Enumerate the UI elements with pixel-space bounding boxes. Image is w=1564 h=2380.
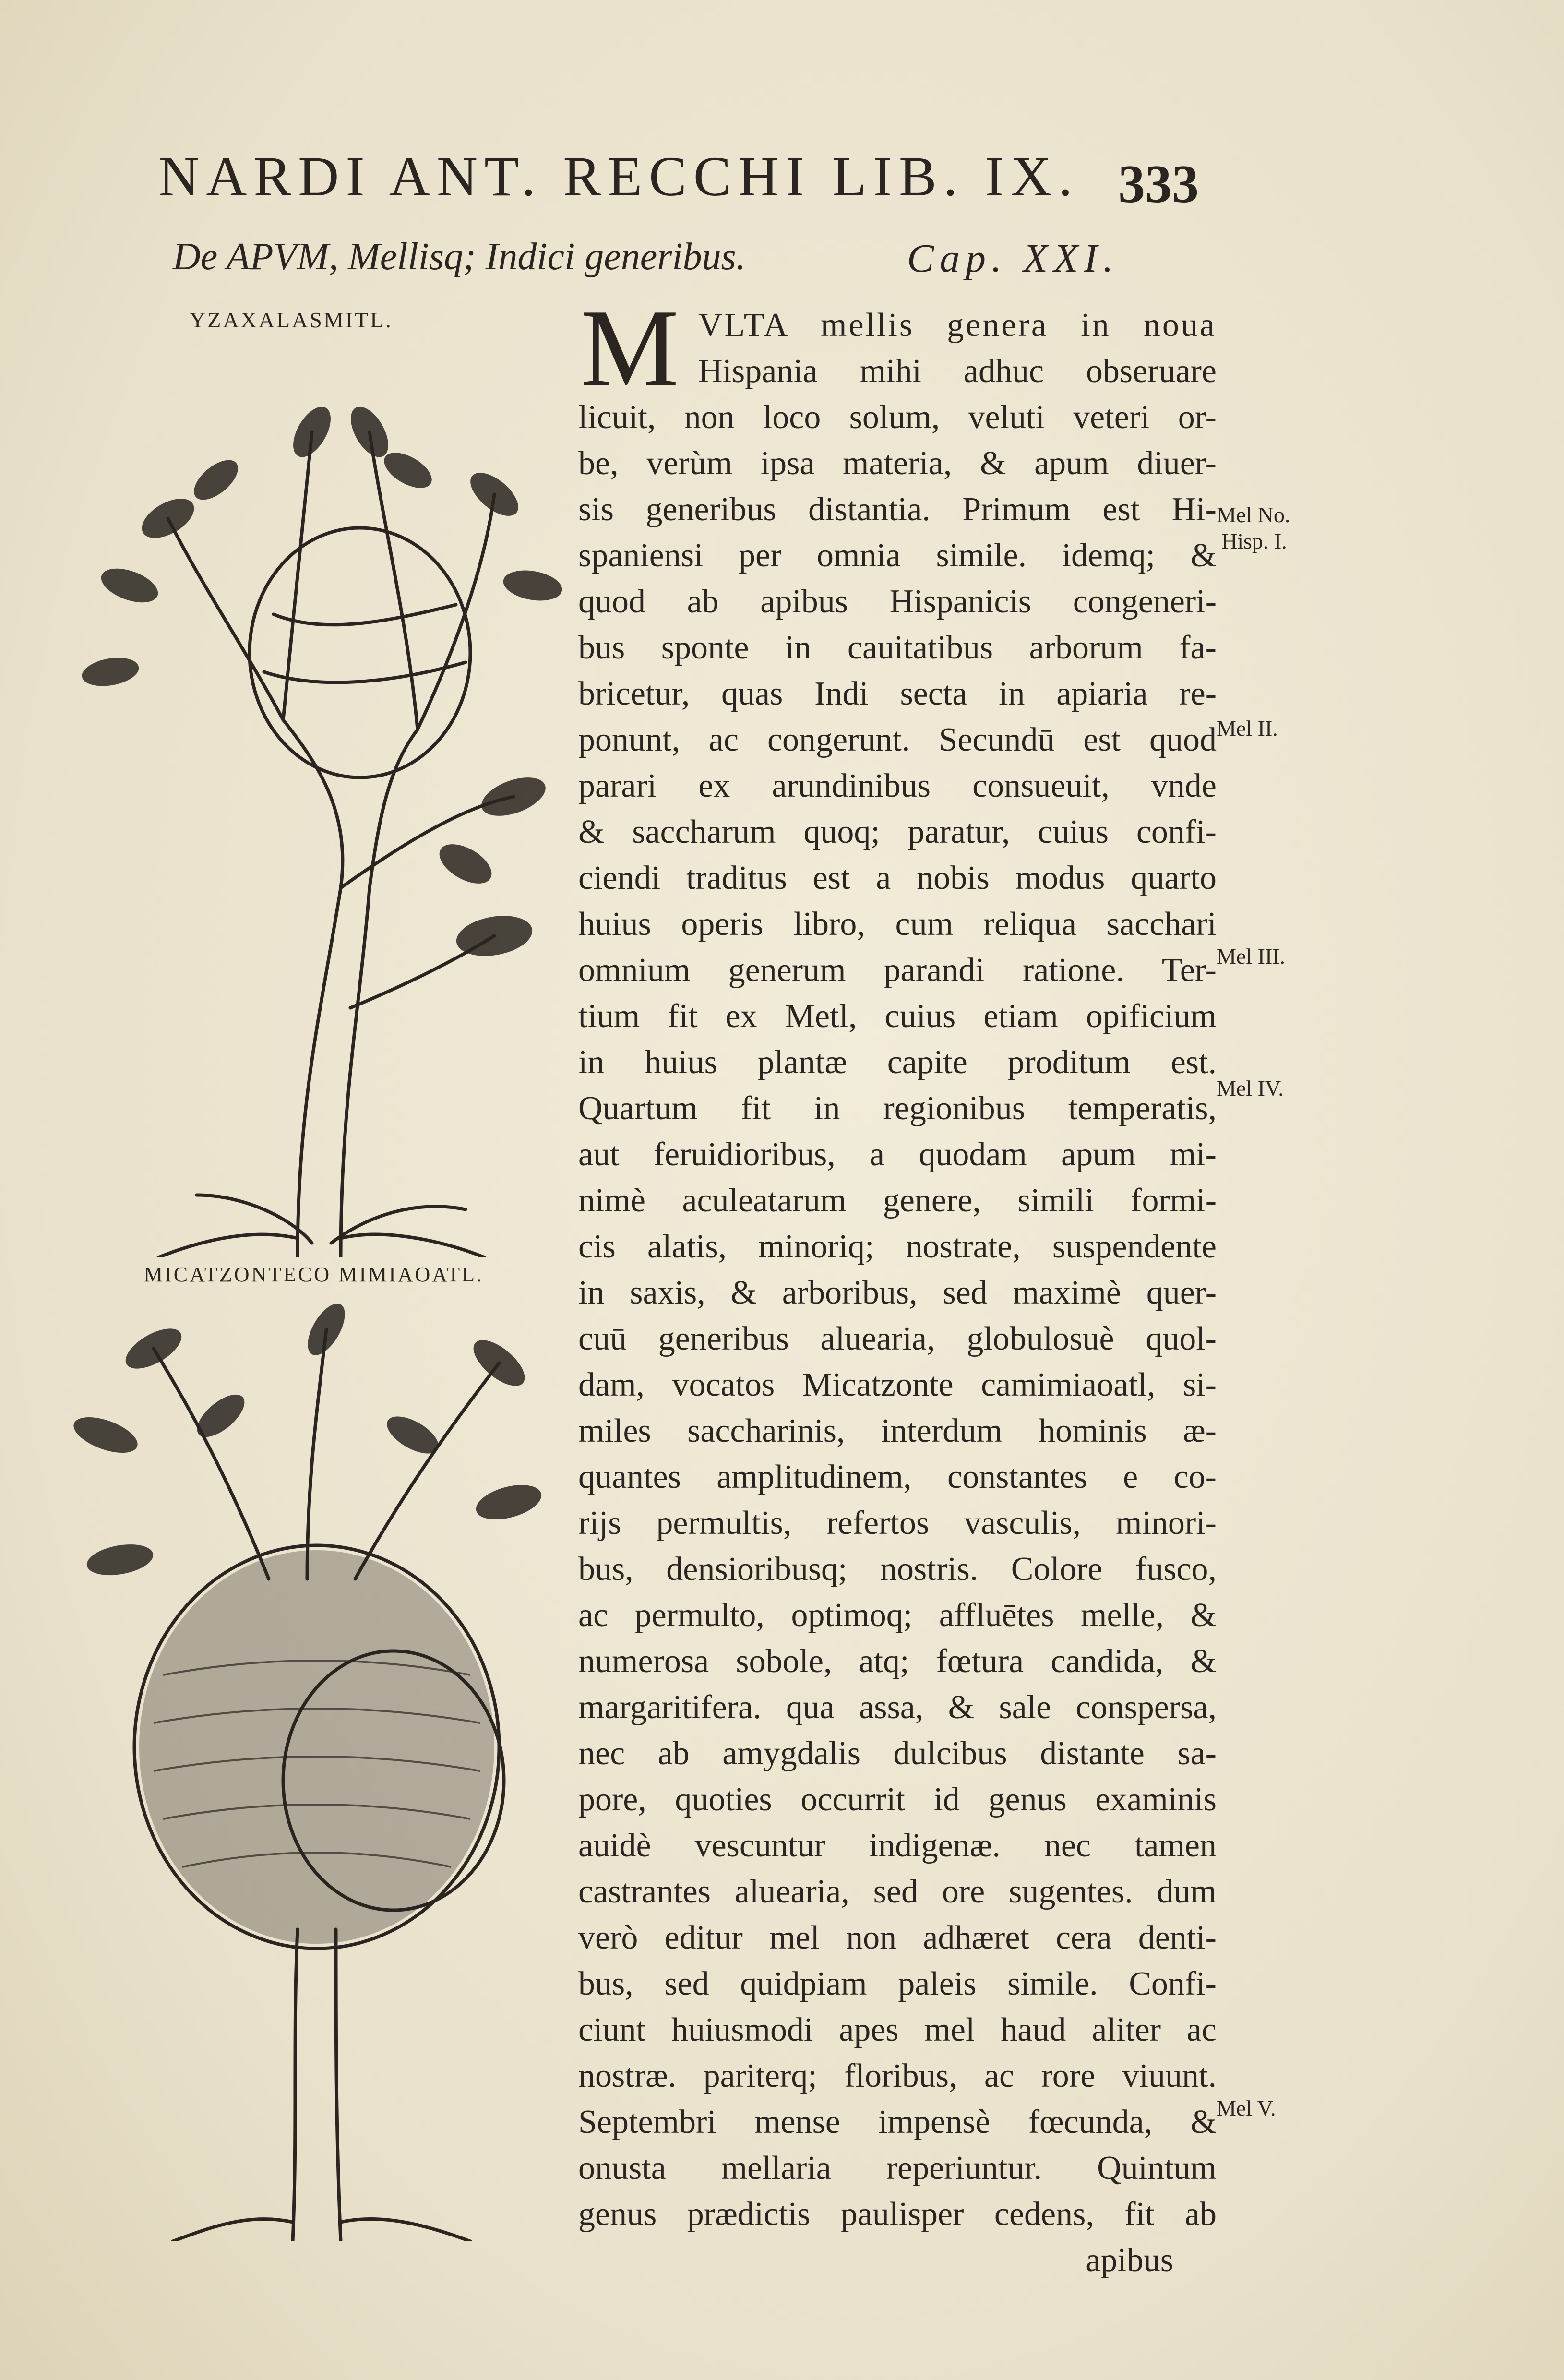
- text-line: bus, densioribusq; nostris. Colore fusco,: [578, 1551, 1217, 1588]
- text-line: quantes amplitudinem, constantes e co-: [578, 1459, 1217, 1495]
- body-text: [578, 287, 1217, 2279]
- text-line: rijs permultis, refertos vasculis, minori-: [578, 1505, 1217, 1542]
- text-line: in huius plantæ capite proditum est.: [578, 1044, 1217, 1081]
- chapter-title: De APVM, Mellisq; Indici generibus.: [173, 236, 746, 278]
- catchword: apibus: [1086, 2242, 1173, 2279]
- margin-note-mel-1: Mel No.: [1217, 502, 1290, 527]
- text-line: Quartum fit in regionibus temperatis,: [578, 1090, 1217, 1127]
- text-line: miles saccharinis, interdum hominis æ-: [578, 1412, 1217, 1449]
- margin-note-mel-3: Mel III.: [1217, 944, 1286, 969]
- text-line: VLTA mellis genera in noua: [698, 307, 1217, 344]
- text-line: auidè vescuntur indigenæ. nec tamen: [578, 1827, 1217, 1864]
- text-line: pore, quoties occurrit id genus examinis: [578, 1781, 1217, 1818]
- margin-note-mel-2: Mel II.: [1217, 716, 1278, 741]
- text-line: spaniensi per omnia simile. idemq; &: [578, 537, 1217, 574]
- text-line: ciunt huiusmodi apes mel haud aliter ac: [578, 2011, 1217, 2048]
- text-line: numerosa sobole, atq; fœtura candida, &: [578, 1643, 1217, 1680]
- text-line: quod ab apibus Hispanicis congeneri-: [578, 583, 1217, 620]
- text-line: castrantes aluearia, sed ore sugentes. dum: [578, 1873, 1217, 1910]
- text-line: onusta mellaria reperiuntur. Quintum: [578, 2150, 1217, 2187]
- page-number: 333: [1118, 155, 1199, 214]
- text-line: be, verùm ipsa materia, & apum diuer-: [578, 445, 1217, 482]
- margin-note-mel-5: Mel V.: [1217, 2096, 1276, 2120]
- text-line: parari ex arundinibus consueuit, vnde: [578, 767, 1217, 804]
- text-line: bricetur, quas Indi secta in apiaria re-: [578, 675, 1217, 712]
- text-line: in saxis, & arboribus, sed maximè quer-: [578, 1274, 1217, 1311]
- text-line: cis alatis, minoriq; nostrate, suspendente: [578, 1228, 1217, 1265]
- text-line: verò editur mel non adhæret cera denti-: [578, 1919, 1217, 1956]
- drop-cap: M: [581, 287, 679, 409]
- woodcut-tree-nest-illustration: [67, 1291, 547, 2241]
- text-line: Septembri mense impensè fœcunda, &: [578, 2104, 1217, 2141]
- figure-caption-2: MICATZONTECO MIMIAOATL.: [144, 1263, 484, 1286]
- text-line: huius operis libro, cum reliqua sacchari: [578, 906, 1217, 943]
- text-line: nimè aculeatarum genere, simili formi-: [578, 1182, 1217, 1219]
- text-line: sis generibus distantia. Primum est Hi-: [578, 491, 1217, 528]
- text-line: tium fit ex Metl, cuius etiam opificium: [578, 998, 1217, 1035]
- text-line: dam, vocatos Micatzonte camimiaoatl, si-: [578, 1366, 1217, 1403]
- text-line: & saccharum quoq; paratur, cuius confi-: [578, 813, 1217, 850]
- text-line: ciendi traditus est a nobis modus quarto: [578, 860, 1217, 897]
- text-line: ponunt, ac congerunt. Secundū est quod: [578, 721, 1217, 758]
- text-line: bus sponte in cauitatibus arborum fa-: [578, 629, 1217, 666]
- chapter-number: Cap. XXI.: [907, 236, 1119, 281]
- text-line: nec ab amygdalis dulcibus distante sa-: [578, 1735, 1217, 1772]
- text-line: omnium generum parandi ratione. Ter-: [578, 952, 1217, 989]
- text-line: genus prædictis paulisper cedens, fit ab: [578, 2196, 1217, 2233]
- text-line: aut feruidioribus, a quodam apum mi-: [578, 1136, 1217, 1173]
- text-line: nostræ. pariterq; floribus, ac rore viuunt.: [578, 2057, 1217, 2094]
- text-line: Hispania mihi adhuc obseruare: [698, 353, 1217, 390]
- text-line: bus, sed quidpiam paleis simile. Confi-: [578, 1965, 1217, 2002]
- text-line: ac permulto, optimoq; affluētes melle, &: [578, 1597, 1217, 1634]
- margin-note-hisp: Hisp. I.: [1221, 529, 1287, 553]
- figure-caption-1: YZAXALASMITL.: [190, 308, 393, 332]
- text-line: cuū generibus aluearia, globulosuè quol-: [578, 1320, 1217, 1357]
- woodcut-tree-hive-illustration: [72, 336, 581, 1257]
- running-head: NARDI ANT. RECCHI LIB. IX.: [158, 145, 1079, 208]
- text-line: licuit, non loco solum, veluti veteri or-: [578, 399, 1217, 436]
- margin-note-mel-4: Mel IV.: [1217, 1076, 1284, 1100]
- text-line: margaritifera. qua assa, & sale conspersa,: [578, 1689, 1217, 1726]
